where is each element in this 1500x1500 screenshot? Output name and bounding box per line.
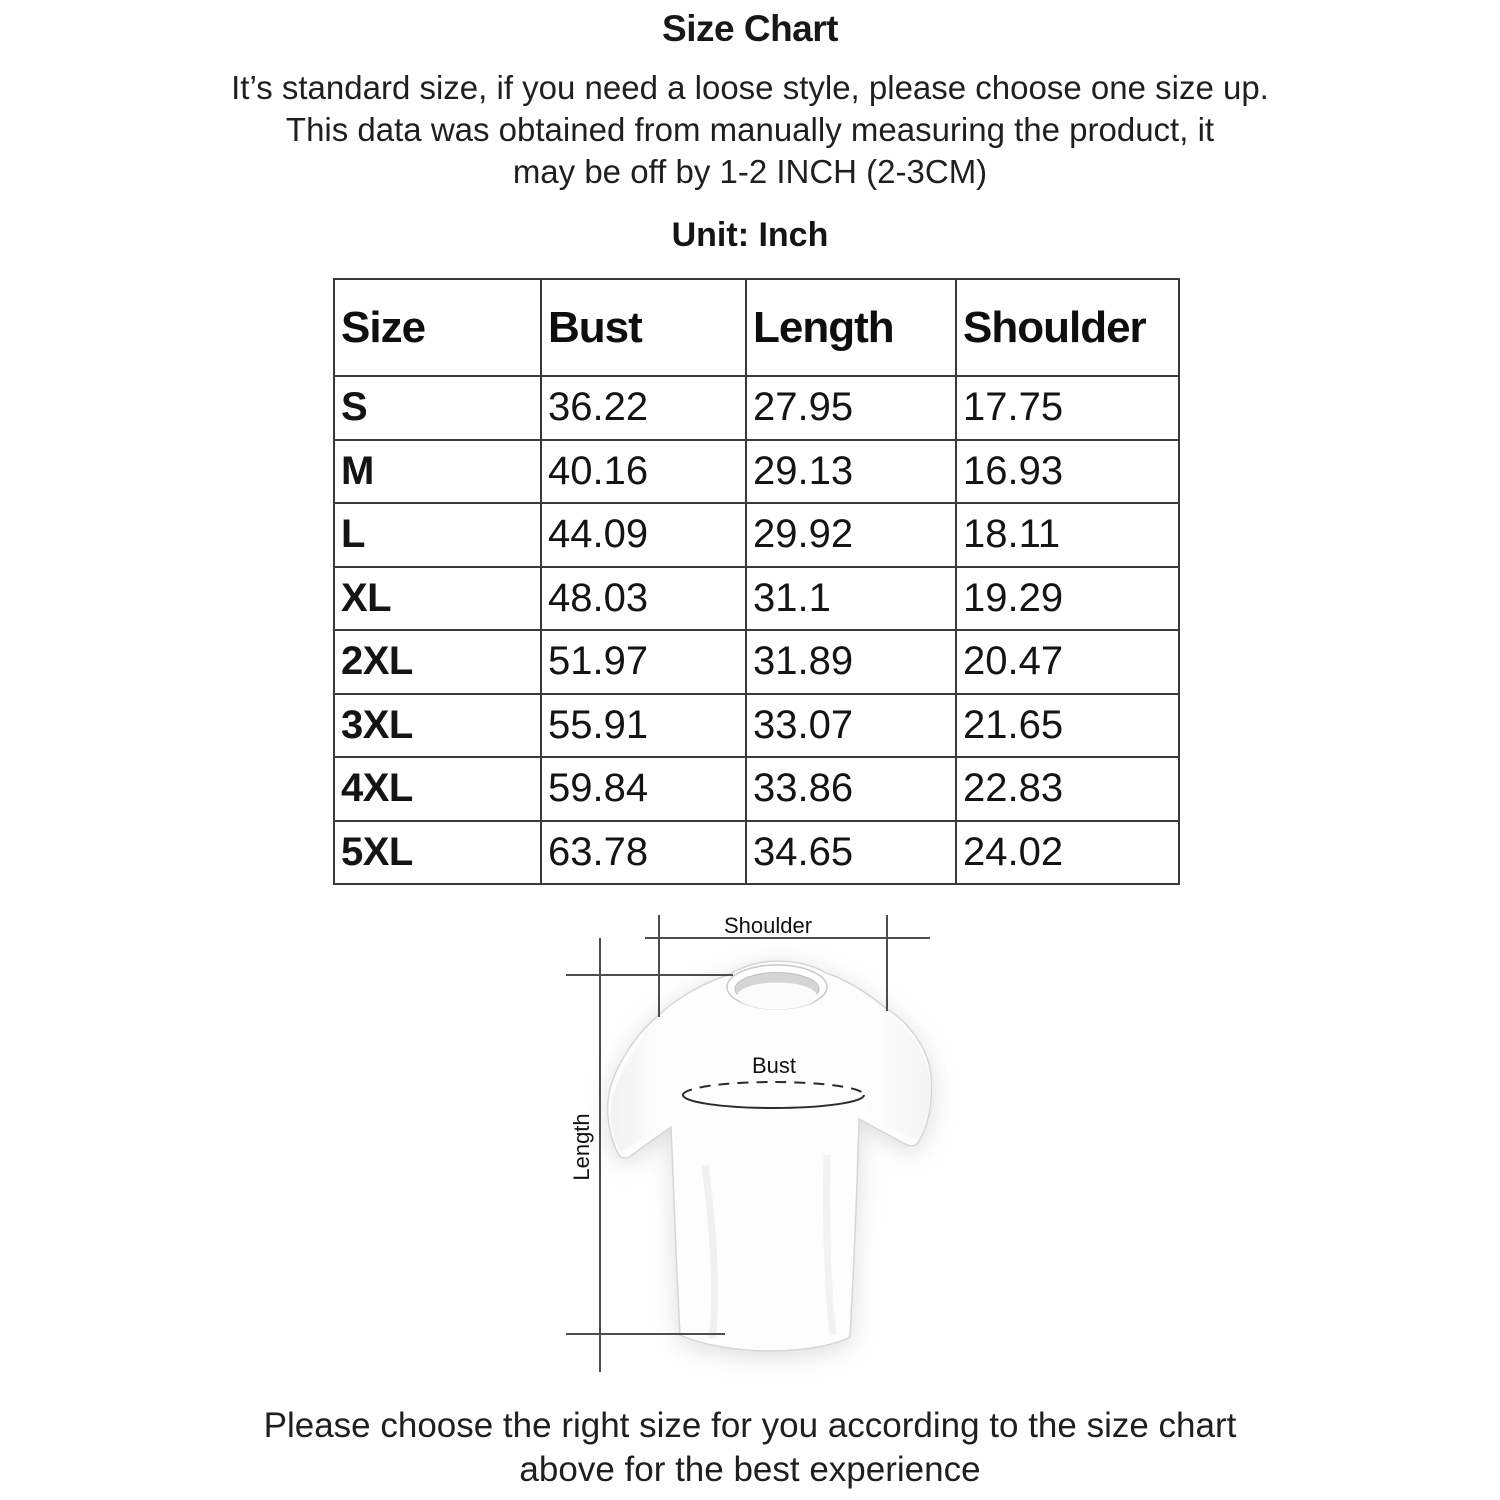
table-row <box>334 630 1179 694</box>
size-cell: 4XL <box>334 757 541 821</box>
measurement-cell: 20.47 <box>956 630 1179 694</box>
unit-label: Unit: Inch <box>671 216 829 254</box>
collar-front-band <box>737 983 817 1010</box>
measurement-cell: 51.97 <box>541 630 746 694</box>
measurement-cell: 18.11 <box>956 503 1179 567</box>
size-cell: 5XL <box>334 821 541 885</box>
column-header-length: Length <box>746 279 956 376</box>
measurement-cell: 17.75 <box>956 376 1179 440</box>
measurement-cell: 31.1 <box>746 567 956 631</box>
measurement-cell: 27.95 <box>746 376 956 440</box>
size-cell: L <box>334 503 541 567</box>
shoulder-label: Shoulder <box>723 913 813 938</box>
table-row <box>334 567 1179 631</box>
tshirt-measurement-diagram <box>555 903 975 1385</box>
table-row <box>334 440 1179 504</box>
size-cell: 2XL <box>334 630 541 694</box>
measurement-cell: 40.16 <box>541 440 746 504</box>
measurement-cell: 34.65 <box>746 821 956 885</box>
size-cell: XL <box>334 567 541 631</box>
column-header-bust: Bust <box>541 279 746 376</box>
measurement-cell: 29.13 <box>746 440 956 504</box>
measurement-cell: 21.65 <box>956 694 1179 758</box>
disclaimer-line: may be off by 1-2 INCH (2-3CM) <box>512 153 988 190</box>
measurement-cell: 19.29 <box>956 567 1179 631</box>
measurement-cell: 44.09 <box>541 503 746 567</box>
measurement-cell: 33.86 <box>746 757 956 821</box>
column-header-shoulder: Shoulder <box>956 279 1179 376</box>
measurement-cell: 63.78 <box>541 821 746 885</box>
footer-line: above for the best experience <box>519 1450 981 1489</box>
measurement-cell: 36.22 <box>541 376 746 440</box>
table-row <box>334 376 1179 440</box>
table-row <box>334 757 1179 821</box>
size-table <box>333 278 1180 885</box>
length-label: Length <box>569 1113 594 1181</box>
measurement-cell: 29.92 <box>746 503 956 567</box>
size-cell: 3XL <box>334 694 541 758</box>
size-table-header-row <box>334 279 1179 376</box>
measurement-cell: 33.07 <box>746 694 956 758</box>
measurement-cell: 59.84 <box>541 757 746 821</box>
disclaimer-line: It’s standard size, if you need a loose style, please choose one size up. <box>231 69 1269 106</box>
size-disclaimer <box>0 67 1500 193</box>
size-cell: M <box>334 440 541 504</box>
measurement-cell: 16.93 <box>956 440 1179 504</box>
table-row <box>334 694 1179 758</box>
measurement-cell: 55.91 <box>541 694 746 758</box>
footer-note <box>0 1404 1500 1492</box>
column-header-size: Size <box>334 279 541 376</box>
measurement-cell: 31.89 <box>746 630 956 694</box>
bust-label: Bust <box>751 1053 797 1078</box>
page-title: Size Chart <box>662 8 838 49</box>
table-row <box>334 821 1179 885</box>
table-row <box>334 503 1179 567</box>
size-cell: S <box>334 376 541 440</box>
measurement-cell: 22.83 <box>956 757 1179 821</box>
size-table-body <box>334 376 1179 884</box>
disclaimer-line: This data was obtained from manually measuring the product, it <box>285 111 1215 148</box>
footer-line: Please choose the right size for you according to the size chart <box>263 1406 1237 1445</box>
measurement-cell: 48.03 <box>541 567 746 631</box>
measurement-cell: 24.02 <box>956 821 1179 885</box>
tshirt-illustration <box>608 961 932 1351</box>
